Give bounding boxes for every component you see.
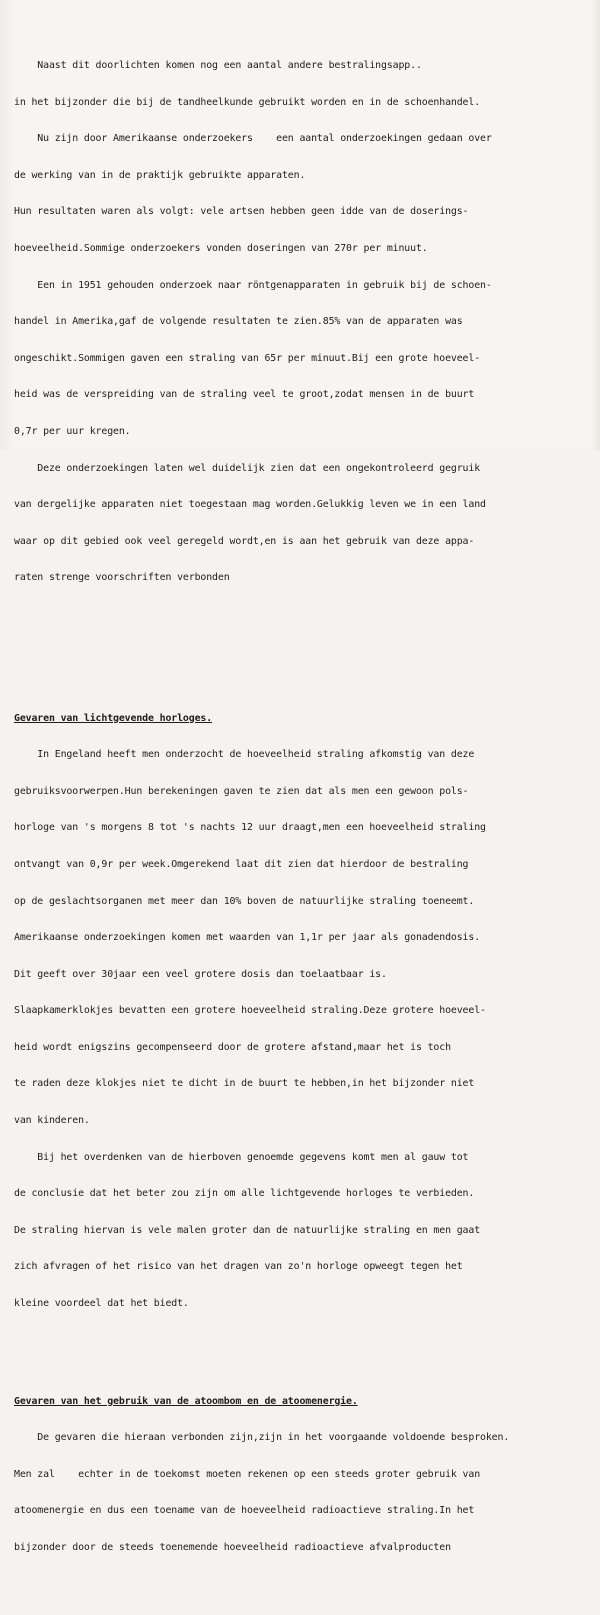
text-line: te raden deze klokjes niet te dicht in de buurt te hebben,in het bijzonder niet — [14, 1078, 475, 1090]
section-atomic-bomb — [14, 1371, 600, 1578]
text-line: raten strenge voorschriften verbonden — [14, 572, 230, 584]
spacer — [14, 646, 600, 652]
text-line: van dergelijke apparaten niet toegestaan mag worden.Gelukkig leven we in een land — [14, 499, 486, 511]
text-line: heid wordt enigszins gecompenseerd door de grotere afstand,maar het is toch — [14, 1041, 451, 1053]
text-line: Deze onderzoekingen laten wel duidelijk zien dat een ongekontroleerd gegruik — [14, 462, 481, 474]
text-line: Slaapkamerklokjes bevatten een grotere hoeveelheid straling.Deze grotere hoeveel- — [14, 1005, 486, 1017]
text-line: Bij het overdenken van de hierboven genoemde gegevens komt men al gauw tot — [14, 1151, 469, 1163]
text-line: Men zal echter in de toekomst moeten rekenen op een steeds groter gebruik van — [14, 1468, 481, 1480]
section-luminous-watches — [14, 688, 600, 1335]
text-line: handel in Amerika,gaf de volgende resultaten te zien.85% van de apparaten was — [14, 316, 463, 328]
section-heading: Gevaren van het gebruik van de atoombom en de atoomenergie. — [14, 1395, 358, 1407]
text-line: Amerikaanse onderzoekingen komen met waarden van 1,1r per jaar als gonadendosis. — [14, 932, 481, 944]
text-line: De gevaren die hieraan verbonden zijn,zijn in het voorgaande voldoende besproken. — [14, 1432, 510, 1444]
document-body — [14, 0, 600, 1615]
text-line: 0,7r per uur kregen. — [14, 425, 131, 437]
text-line: heid was de verspreiding van de straling veel te groot,zodat mensen in de buurt — [14, 389, 475, 401]
text-line: Een in 1951 gehouden onderzoek naar röntgenapparaten in gebruik bij de schoen- — [14, 279, 492, 291]
text-line: waar op dit gebied ook veel geregeld wordt,en is aan het gebruik van deze appa- — [14, 535, 475, 547]
text-line: Nu zijn door Amerikaanse onderzoekers een aantal onderzoekingen gedaan over — [14, 133, 492, 145]
text-line: Hun resultaten waren als volgt: vele artsen hebben geen idde van de doserings- — [14, 206, 469, 218]
text-line: zich afvragen of het risico van het dragen van zo'n horloge opweegt tegen het — [14, 1261, 463, 1273]
text-line: de werking van in de praktijk gebruikte apparaten. — [14, 169, 306, 181]
text-line: ongeschikt.Sommigen gaven een straling van 65r per minuut.Bij een grote hoeveel- — [14, 352, 481, 364]
text-line: bijzonder door de steeds toenemende hoeveelheid radioactieve afvalproducten — [14, 1542, 451, 1554]
section-xray-devices — [14, 36, 600, 609]
text-line: hoeveelheid.Sommige onderzoekers vonden doseringen van 270r per minuut. — [14, 242, 428, 254]
text-line: ontvangt van 0,9r per week.Omgerekend laat dit zien dat hierdoor de bestraling — [14, 858, 469, 870]
text-line: van kinderen. — [14, 1115, 90, 1127]
text-line: op de geslachtsorganen met meer dan 10% boven de natuurlijke straling toeneemt. — [14, 895, 475, 907]
text-line: Dit geeft over 30jaar een veel grotere dosis dan toelaatbaar is. — [14, 968, 387, 980]
text-line: De straling hiervan is vele malen groter dan de natuurlijke straling en men gaat — [14, 1224, 481, 1236]
text-line: Naast dit doorlichten komen nog een aantal andere bestralingsapp.. — [14, 60, 422, 72]
text-line: In Engeland heeft men onderzocht de hoeveelheid straling afkomstig van deze — [14, 749, 475, 761]
text-line: in het bijzonder die bij de tandheelkunde gebruikt worden en in de schoenhandel. — [14, 96, 481, 108]
section-heading: Gevaren van lichtgevende horloges. — [14, 712, 213, 724]
text-line: kleine voordeel dat het biedt. — [14, 1298, 189, 1310]
text-line: horloge van 's morgens 8 tot 's nachts 12 uur draagt,men een hoeveelheid straling — [14, 822, 486, 834]
text-line: gebruiksvoorwerpen.Hun berekeningen gaven te zien dat als men een gewoon pols- — [14, 785, 469, 797]
text-line: atoomenergie en dus een toename van de hoeveelheid radioactieve straling.In het — [14, 1505, 475, 1517]
text-line: de conclusie dat het beter zou zijn om alle lichtgevende horloges te verbieden. — [14, 1188, 475, 1200]
